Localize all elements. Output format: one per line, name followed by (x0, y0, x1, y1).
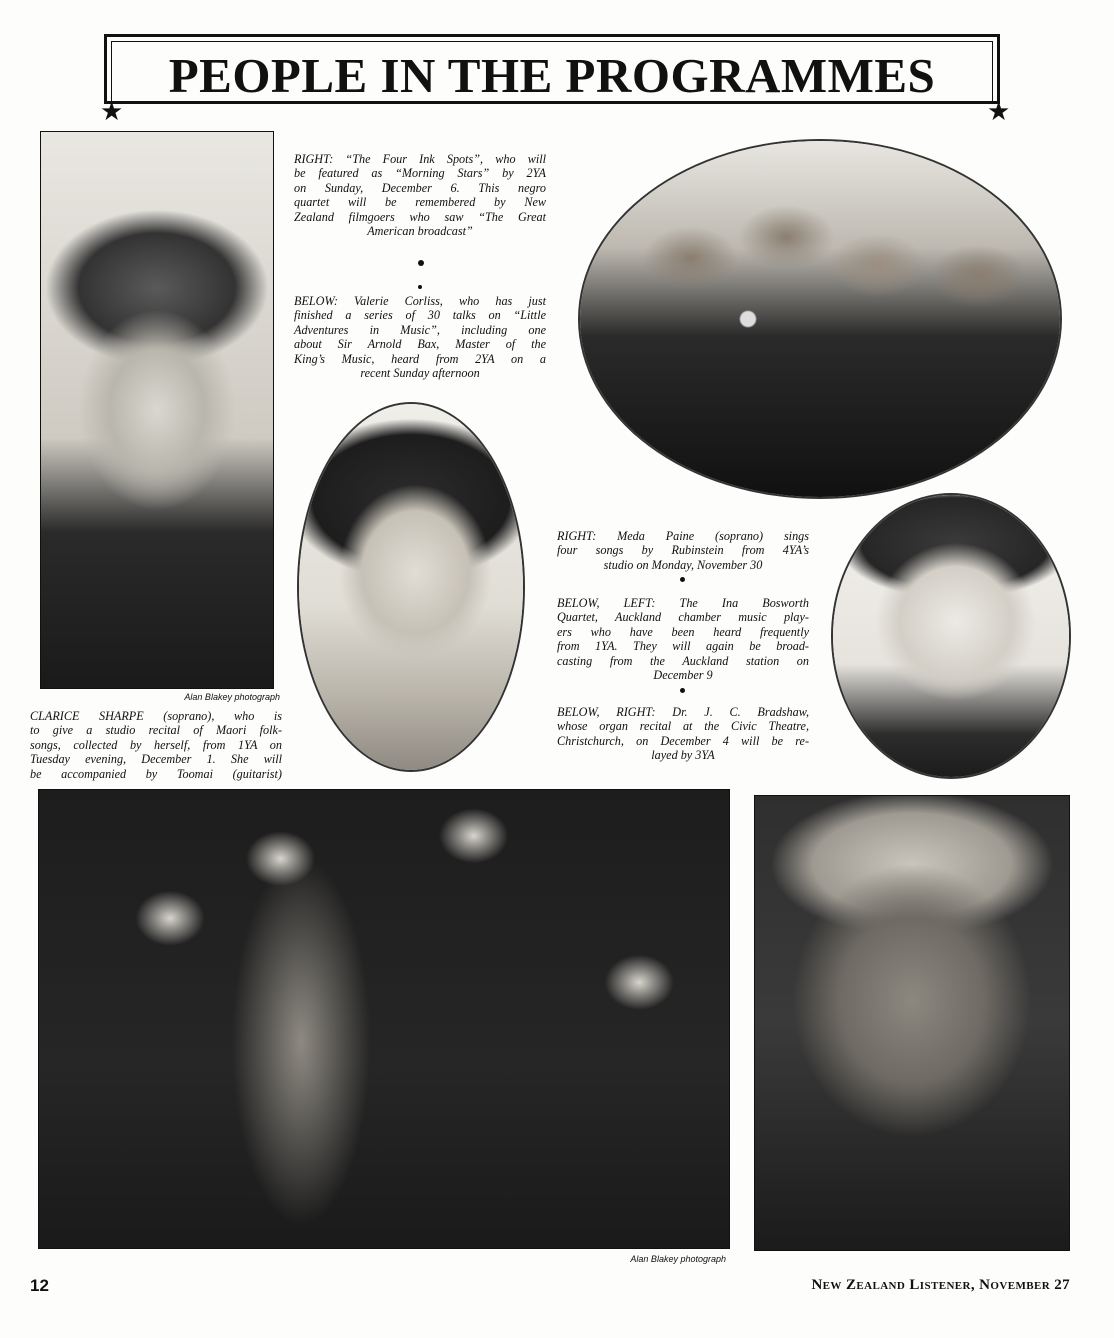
caption-line: casting from the Auckland station on (557, 653, 809, 668)
caption-line: Quartet, Auckland chamber music play- (557, 610, 809, 625)
caption-line: four songs by Rubinstein from 4YA’s (557, 543, 809, 558)
photo-credit: Alan Blakey photograph (184, 692, 280, 702)
caption-line: on Sunday, December 6. This negro (294, 180, 546, 195)
caption-line: finished a series of 30 talks on “Little (294, 308, 546, 323)
photo-clarice-sharpe (40, 131, 274, 689)
star-ornament-left: ★ (100, 97, 124, 126)
caption-line: December 9 (653, 668, 713, 683)
caption-line: ers who have been heard frequently (557, 624, 809, 639)
caption-line: quartet will be remembered by New (294, 195, 546, 210)
caption-line: recent Sunday afternoon (360, 366, 480, 381)
caption-line: American broadcast” (367, 224, 473, 239)
caption-meda-paine (557, 529, 809, 572)
photo-ina-bosworth-quartet (38, 789, 730, 1249)
caption-valerie-corliss (294, 294, 546, 380)
caption-line: Adventures in Music”, including one (294, 322, 546, 337)
caption-clarice-sharpe (30, 709, 282, 781)
bullet-divider (418, 285, 422, 289)
caption-line: about Sir Arnold Bax, Master of the (294, 337, 546, 352)
page-title: PEOPLE IN THE PROGRAMMES (168, 48, 936, 103)
bullet-divider (418, 260, 424, 266)
caption-line: BELOW, LEFT: The Ina Bosworth (557, 596, 809, 610)
caption-jc-bradshaw (557, 705, 809, 763)
caption-line: songs, collected by herself, from 1YA on (30, 737, 282, 752)
caption-line: from 1YA. They will again be broad- (557, 639, 809, 654)
photo-jc-bradshaw (754, 795, 1070, 1251)
photo-valerie-corliss (297, 402, 525, 772)
caption-line: whose organ recital at the Civic Theatre, (557, 719, 809, 734)
caption-line: CLARICE SHARPE (soprano), who is (30, 709, 282, 723)
caption-ina-bosworth-quartet (557, 596, 809, 682)
page-number: 12 (30, 1276, 49, 1295)
caption-line: King’s Music, heard from 2YA on a (294, 351, 546, 366)
caption-line: RIGHT: “The Four Ink Spots”, who will (294, 152, 546, 166)
star-ornament-right: ★ (987, 97, 1011, 126)
caption-ink-spots (294, 152, 546, 238)
photo-four-ink-spots (578, 139, 1062, 499)
photo-credit: Alan Blakey photograph (630, 1254, 726, 1264)
caption-line: to give a studio recital of Maori folk- (30, 723, 282, 738)
caption-line: BELOW: Valerie Corliss, who has just (294, 294, 546, 308)
bullet-divider (680, 688, 685, 693)
running-footer: New Zealand Listener, November 27 (811, 1277, 1070, 1293)
bullet-divider (680, 577, 685, 582)
caption-line: studio on Monday, November 30 (603, 557, 763, 572)
caption-line: be accompanied by Toomai (guitarist) (30, 766, 282, 781)
caption-line: Zealand filmgoers who saw “The Great (294, 209, 546, 224)
caption-line: layed by 3YA (651, 748, 715, 763)
caption-line: RIGHT: Meda Paine (soprano) sings (557, 529, 809, 543)
masthead-frame (104, 34, 1000, 104)
caption-line: Christchurch, on December 4 will be re- (557, 733, 809, 748)
caption-line: Tuesday evening, December 1. She will (30, 752, 282, 767)
photo-meda-paine (831, 493, 1071, 779)
caption-line: BELOW, RIGHT: Dr. J. C. Bradshaw, (557, 705, 809, 719)
caption-line: be featured as “Morning Stars” by 2YA (294, 166, 546, 181)
